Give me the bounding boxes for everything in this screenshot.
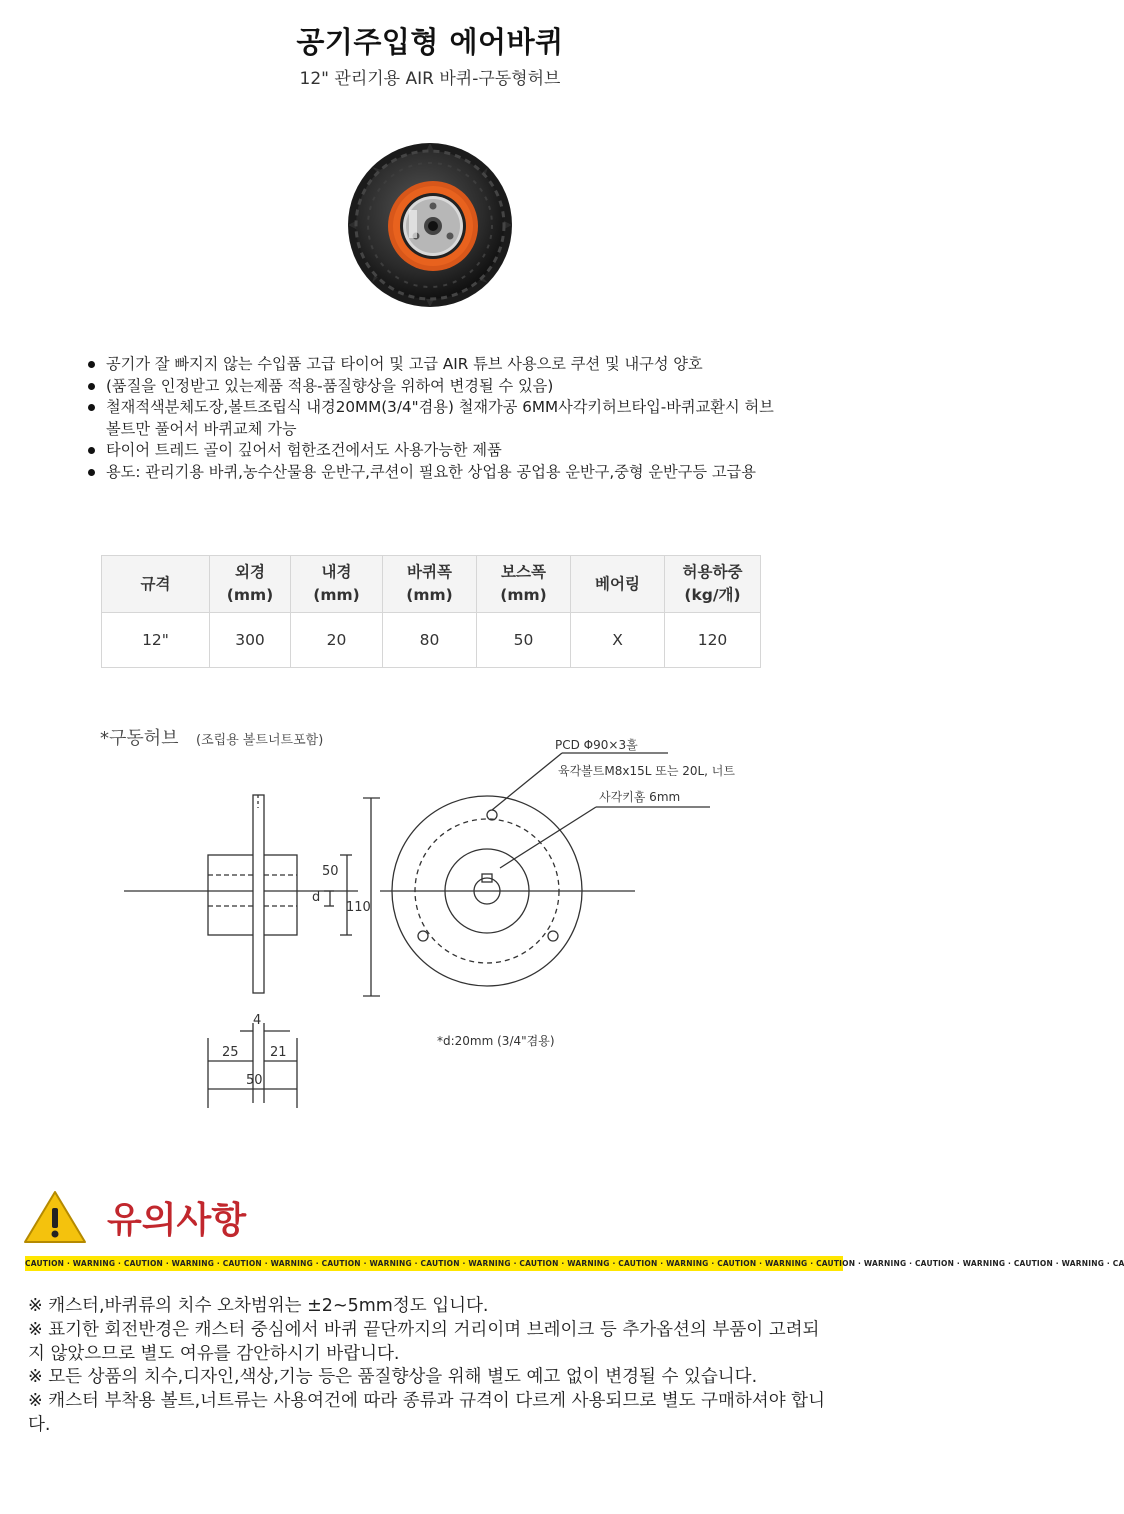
spec-header-bearing: 베어링 [571,556,665,613]
spec-header-size: 규격 [102,556,210,613]
spec-header-row [102,556,761,613]
spec-data-row [102,613,761,668]
dim-21-label: 21 [270,1045,287,1060]
dim-50-label: 50 [322,864,339,879]
feature-list [88,354,788,483]
notice-title: 유의사항 [107,1200,247,1241]
pcd-label: PCD Φ90×3홀 [555,738,638,752]
dim-110-label: 110 [346,900,371,915]
notice-item: ※ 모든 상품의 치수,디자인,색상,기능 등은 품질향상을 위해 별도 예고 없이 변경될 수 있습니다. [28,1367,758,1388]
dim-4-label: 4 [253,1013,262,1028]
feature-item: 철재적색분체도장,볼트조립식 내경20MM(3/4"겸용) 철재가공 6MM사각키허브타입-바퀴교환시 허브볼트만 풀어서 바퀴교체 가능 [88,397,788,440]
spec-cell-boss-width: 50 [477,613,571,668]
spec-cell-size: 12" [102,613,210,668]
dim-d-label: d [312,890,321,905]
spec-header-inner-diameter: 내경 (mm) [291,556,383,613]
warning-triangle-icon [25,1192,85,1242]
feature-item: 용도: 관리기용 바퀴,농수산물용 운반구,쿠션이 필요한 상업용 공업용 운반구,중형 운반구등 고급용 [88,462,788,484]
spec-cell-load: 120 [665,613,761,668]
notice-item: ※ 표기한 회전반경은 캐스터 중심에서 바퀴 끝단까지의 거리이며 브레이크 등 추가옵션의 부품이 고려되지 않았으므로 별도 여유를 감안하시기 바랍니다. [28,1319,820,1364]
spec-cell-inner-diameter: 20 [291,613,383,668]
feature-item: 공기가 잘 빠지지 않는 수입품 고급 타이어 및 고급 AIR 튜브 사용으로 쿠션 및 내구성 양호 [88,354,788,376]
drawing-title-note: (조립용 볼트너트포함) [196,733,324,748]
page-subtitle: 12" 관리기용 AIR 바퀴-구동형허브 [299,69,561,89]
dim-25-label: 25 [222,1045,239,1060]
spec-cell-wheel-width: 80 [383,613,477,668]
hub-front-view [380,753,710,986]
spec-header-boss-width: 보스폭 (mm) [477,556,571,613]
hub-side-view [124,795,380,1108]
dim-50b-label: 50 [246,1073,263,1088]
spec-cell-bearing: X [571,613,665,668]
d-note-label: *d:20mm (3/4"겸용) [437,1034,555,1048]
spec-header-wheel-width: 바퀴폭 (mm) [383,556,477,613]
caution-stripe: CAUTION · WARNING · CAUTION · WARNING · CAUTION · WARNING · CAUTION · WARNING · CAUTION · WARNING · CAUTION · WARNING · CAUTION · WARNING · CAUTION · WARNING · CAUTION · WARNING · CAUTION · WARNING · CAUTION · WARNING · CA [25,1256,843,1271]
notice-item: ※ 캐스터,바퀴류의 치수 오차범위는 ±2~5mm정도 입니다. [28,1296,489,1316]
notice-list [28,1295,833,1438]
drawing-title: *구동허브 [100,728,179,749]
hub-rim-icon [388,181,478,271]
spec-header-outer-diameter: 외경 (mm) [210,556,291,613]
notice-item: ※ 캐스터 부착용 볼트,너트류는 사용여건에 따라 종류과 규격이 다르게 사용되므로 별도 구매하셔야 합니다. [28,1391,825,1435]
bolt-label: 육각볼트M8x15L 또는 20L, 너트 [558,764,735,778]
feature-item: (품질을 인정받고 있는제품 적용-품질향상을 위하여 변경될 수 있음) [88,376,788,398]
feature-item: 타이어 트레드 골이 깊어서 험한조건에서도 사용가능한 제품 [88,440,788,462]
spec-header-load: 허용하중 (kg/개) [665,556,761,613]
spec-table [101,555,761,668]
keyhole-label: 사각키홈 6mm [599,790,681,804]
wheel-image [345,140,515,310]
page-title: 공기주입형 에어바퀴 [296,25,564,59]
spec-cell-outer-diameter: 300 [210,613,291,668]
hub-drawing [90,718,790,1138]
